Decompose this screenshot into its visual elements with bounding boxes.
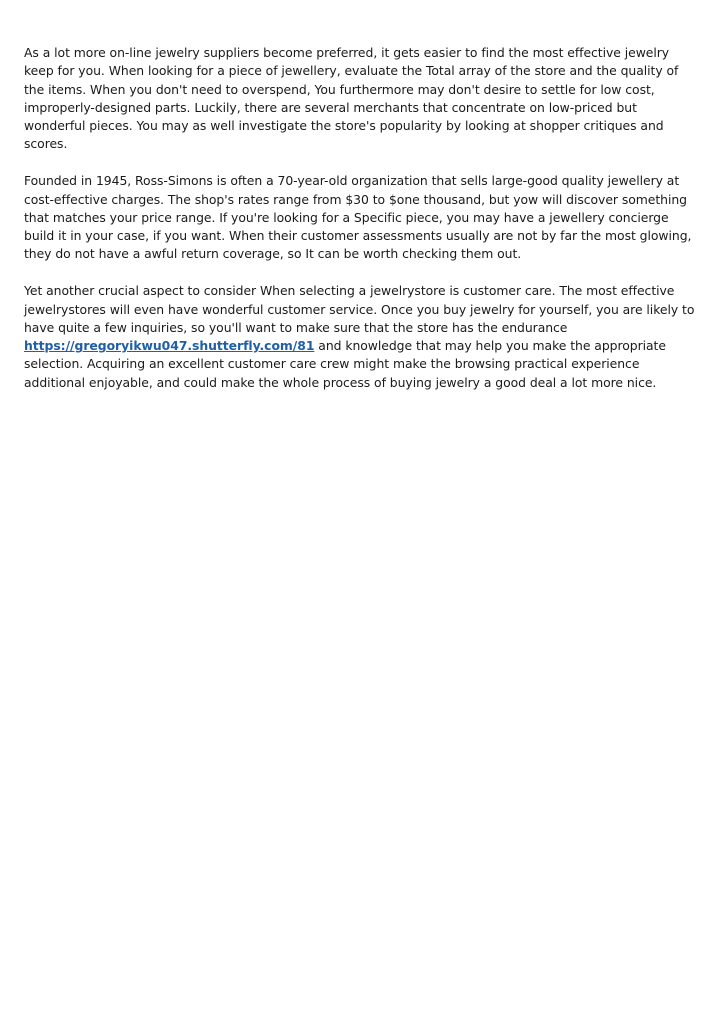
paragraph-intro: As a lot more on-line jewelry suppliers become preferred, it gets easier to find the most effective jewelry keep for you. When looking for a piece of jewellery, evaluate the Total array of the store and the quality of the items. When you don't need to overspend, You furthermore may don't desire to settle for low cost, improperly-designed parts. Luckily, there are several merchants that concentrate on low-priced but wonderful pieces. You may as well investigate the store's popularity by looking at shopper critiques and scores. <box>24 45 679 152</box>
shutterfly-link[interactable]: https://gregoryikwu047.shutterfly.com/81 <box>24 338 315 354</box>
paragraph-customer-care <box>24 282 696 392</box>
paragraph-ross-simons: Founded in 1945, Ross-Simons is often a 70-year-old organization that sells large-good quality jewellery at cost-effective charges. The shop's rates range from $30 to $one thousand, but yow will discover something that matches your price range. If you're looking for a Specific piece, you may have a jewellery concierge build it in your case, if you want. When their customer assessments usually are not by far the most glowing, they do not have a awful return coverage, so It can be worth checking them out. <box>24 173 692 262</box>
paragraph-text-after-link: and knowledge that may help you make the appropriate selection. Acquiring an excellent customer care crew might make the browsing practical experience additional enjoyable, and could make the whole process of buying jewelry a good deal a lot more nice. <box>24 338 666 390</box>
paragraph-text-before-link: Yet another crucial aspect to consider When selecting a jewelrystore is customer care. The most effective jewelrystores will even have wonderful customer service. Once you buy jewelry for yourself, you are likely to have quite a few inquiries, so you'll want to make sure that the store has the endurance <box>24 283 695 335</box>
